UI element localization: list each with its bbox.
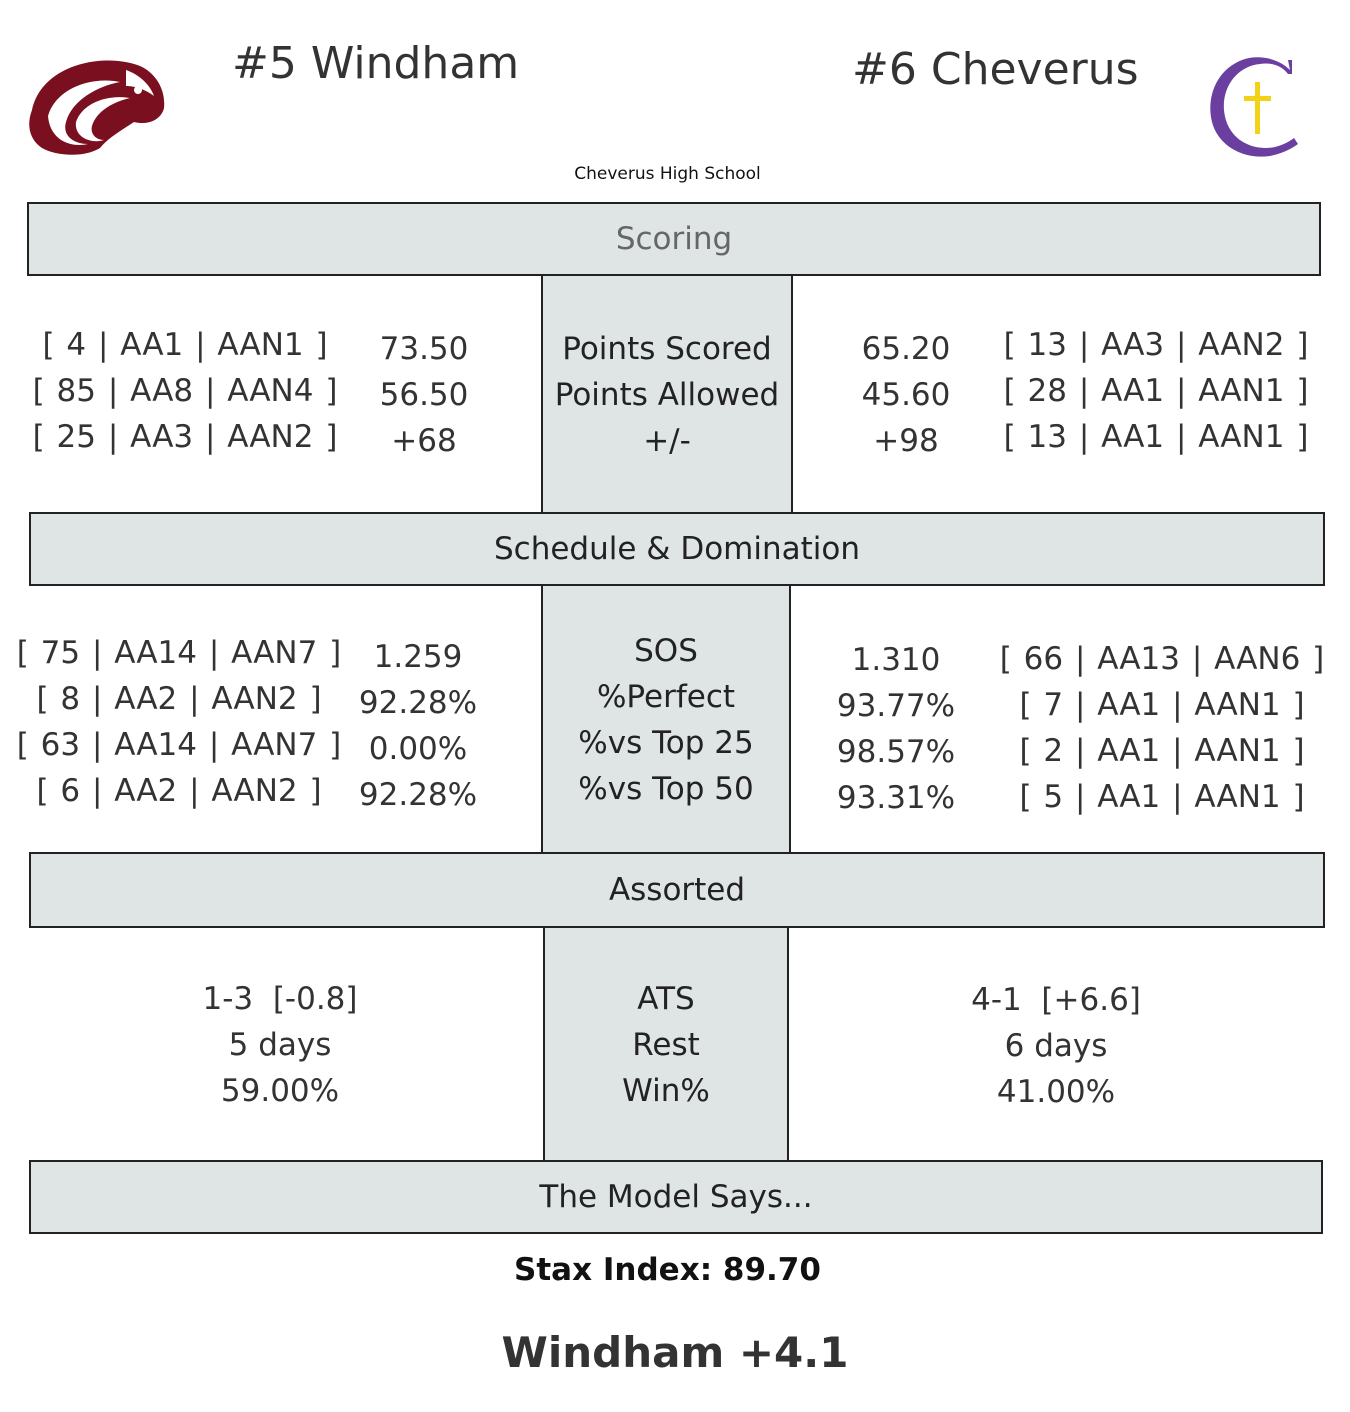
home-value: 92.28% [358,777,478,813]
stax-index: Stax Index: 89.70 [514,1252,821,1288]
away-value: 93.77% [836,688,956,724]
away-rank: [ 7 | AA1 | AAN1 ] [1019,687,1305,723]
stat-label-sos: SOS [634,633,698,669]
home-value: 0.00% [368,731,468,767]
home-rank: [ 4 | AA1 | AAN1 ] [42,327,328,363]
home-scoring-values [344,326,504,464]
home-rank: [ 25 | AA3 | AAN2 ] [32,419,338,455]
section-title-scoring: Scoring [615,221,733,257]
section-title-model: The Model Says... [539,1179,813,1215]
away-schedule-ranks [999,636,1325,820]
section-title-schedule: Schedule & Domination [493,531,860,567]
home-team-title: #5 Windham [232,38,520,89]
home-logo [22,52,170,160]
home-schedule-ranks [16,630,342,814]
stat-label-vs-top-25: %vs Top 25 [578,725,754,761]
home-value: 56.50 [379,377,469,413]
home-value: 1.259 [373,639,463,675]
stat-label-plus-minus: +/- [643,423,691,459]
home-value: 92.28% [358,685,478,721]
away-value: +98 [873,423,939,459]
away-rank: [ 2 | AA1 | AAN1 ] [1019,733,1305,769]
stat-label-win-pct: Win% [622,1073,710,1109]
home-schedule-values [338,634,498,818]
home-assorted-values [130,976,430,1114]
scoring-stat-labels [541,276,793,514]
away-value: 93.31% [836,780,956,816]
section-header-scoring [27,202,1321,276]
away-value: 6 days [1004,1028,1108,1064]
away-logo [1200,52,1304,162]
c-cross-icon [1200,52,1304,162]
home-rank: [ 63 | AA14 | AAN7 ] [16,727,342,763]
away-value: 45.60 [861,377,951,413]
away-value: 4-1 [+6.6] [971,982,1141,1018]
away-schedule-values [816,637,976,821]
away-team-title: #6 Cheverus [852,44,1139,95]
home-value: 1-3 [-0.8] [202,981,358,1017]
stat-label-ats: ATS [637,981,695,1017]
stat-label-vs-top-50: %vs Top 50 [578,771,754,807]
section-title-assorted: Assorted [608,872,746,908]
home-scoring-ranks [30,322,340,460]
stat-label-rest: Rest [632,1027,700,1063]
venue-label: Cheverus High School [574,164,761,184]
section-header-schedule [29,512,1325,586]
home-value: +68 [391,423,457,459]
assorted-stat-labels [543,928,789,1162]
model-pick: Windham +4.1 [501,1328,849,1377]
away-value: 1.310 [851,642,941,678]
stat-label-points-allowed: Points Allowed [554,377,780,413]
away-scoring-ranks [1000,322,1312,460]
away-scoring-values [826,326,986,464]
section-header-model [29,1160,1323,1234]
away-value: 65.20 [861,331,951,367]
away-rank: [ 5 | AA1 | AAN1 ] [1019,779,1305,815]
away-rank: [ 28 | AA1 | AAN1 ] [1003,373,1309,409]
home-value: 73.50 [379,331,469,367]
home-value: 59.00% [220,1073,340,1109]
away-rank: [ 66 | AA13 | AAN6 ] [999,641,1325,677]
home-rank: [ 6 | AA2 | AAN2 ] [36,773,322,809]
away-value: 98.57% [836,734,956,770]
home-rank: [ 85 | AA8 | AAN4 ] [32,373,338,409]
stat-label-points-scored: Points Scored [562,331,772,367]
section-header-assorted [29,852,1325,928]
away-value: 41.00% [996,1074,1116,1110]
eagle-head-icon [22,52,170,160]
away-rank: [ 13 | AA3 | AAN2 ] [1003,327,1309,363]
away-assorted-values [906,977,1206,1115]
home-rank: [ 8 | AA2 | AAN2 ] [36,681,322,717]
home-value: 5 days [228,1027,332,1063]
stat-label-perfect: %Perfect [596,679,736,715]
home-rank: [ 75 | AA14 | AAN7 ] [16,635,342,671]
schedule-stat-labels [541,586,791,854]
away-rank: [ 13 | AA1 | AAN1 ] [1003,419,1309,455]
